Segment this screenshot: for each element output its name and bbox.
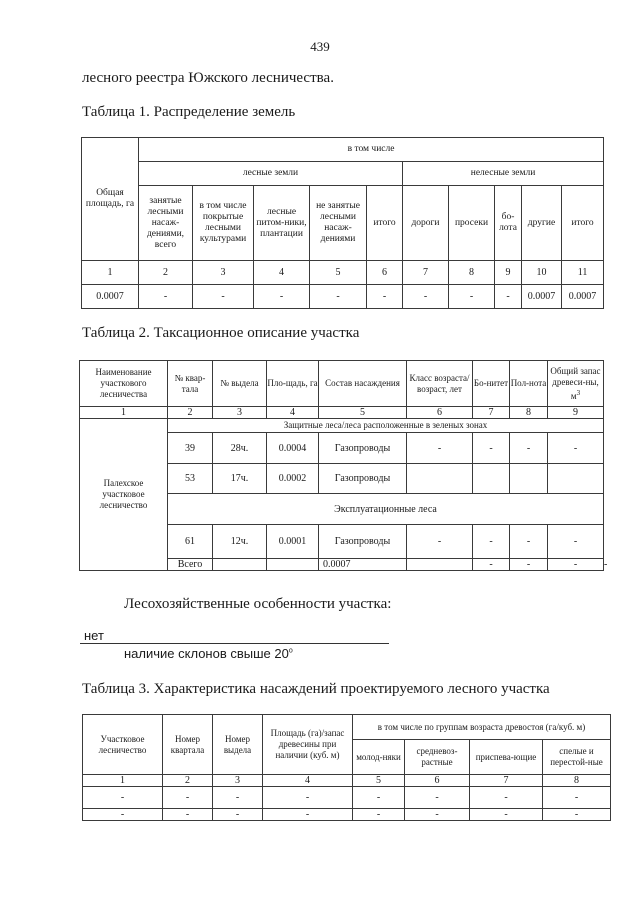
table-cell: -	[254, 285, 310, 309]
table-cell: 0.0007	[82, 285, 139, 309]
table-cell: -	[353, 809, 405, 821]
table-cell: -	[367, 285, 403, 309]
col-number: 9	[495, 261, 522, 285]
table-cell	[213, 559, 267, 571]
col-number: 8	[449, 261, 495, 285]
table-cell: -	[310, 285, 367, 309]
col-number: 1	[82, 261, 139, 285]
header-nonforest-lands: нелесные земли	[403, 162, 604, 186]
col-number: 5	[319, 407, 407, 419]
col-number: 2	[168, 407, 213, 419]
table-cell: -	[473, 559, 510, 571]
header-age-groups: в том числе по группам возраста древостоя (га/куб. м)	[353, 715, 611, 740]
col-number: 6	[367, 261, 403, 285]
table-cell: -	[213, 787, 263, 809]
table-cell: -	[510, 525, 548, 559]
table-cell: 61	[168, 525, 213, 559]
table-cell: -	[548, 433, 604, 464]
header-forestry: Наименование участкового лесничества	[80, 361, 168, 407]
table1	[81, 137, 604, 309]
header-area: Пло-щадь, га	[267, 361, 319, 407]
header-total-area: Общая площадь, га	[82, 138, 139, 261]
col-number: 10	[522, 261, 562, 285]
header-allotment: № выдела	[213, 361, 267, 407]
table-cell: -	[193, 285, 254, 309]
table-cell	[267, 559, 319, 571]
table3	[82, 714, 611, 821]
table-cell: -	[263, 809, 353, 821]
col-number: 5	[310, 261, 367, 285]
table-cell: -	[449, 285, 495, 309]
table-cell: -	[470, 787, 543, 809]
table-cell	[407, 559, 473, 571]
col-number: 7	[473, 407, 510, 419]
table-cell: -	[263, 787, 353, 809]
table-cell: 0.0002	[267, 464, 319, 494]
header-young: молод-няки	[353, 740, 405, 775]
header-col: лесные питом-ники, плантации	[254, 186, 310, 261]
header-allotment: Номер выдела	[213, 715, 263, 775]
header-quarter: Номер квартала	[163, 715, 213, 775]
section-protective: Защитные леса/леса расположенные в зеленых зонах	[168, 419, 604, 433]
col-number: 4	[263, 775, 353, 787]
table-cell: 12ч.	[213, 525, 267, 559]
col-number: 6	[405, 775, 470, 787]
col-number: 9	[548, 407, 604, 419]
page-number: 439	[310, 39, 330, 54]
table-cell: -	[470, 809, 543, 821]
table-cell: -	[163, 809, 213, 821]
section-exploitation: Эксплуатационные леса	[168, 494, 604, 525]
features-title: Лесохозяйственные особенности участка:	[124, 596, 392, 612]
total-label: Всего	[168, 559, 213, 571]
table-cell: -	[473, 433, 510, 464]
table-cell: -	[473, 525, 510, 559]
table-cell: 17ч.	[213, 464, 267, 494]
table-row	[83, 809, 611, 821]
header-age-class: Класс возраста/ возраст, лет	[407, 361, 473, 407]
table-row	[82, 285, 604, 309]
col-number: 7	[403, 261, 449, 285]
header-col: бо-лота	[495, 186, 522, 261]
col-number: 2	[163, 775, 213, 787]
header-mature: спелые и перестой-ные	[543, 740, 611, 775]
col-number: 8	[510, 407, 548, 419]
header-stock: Общий запас древеси-ны, $м^3$	[548, 361, 604, 407]
header-col: дороги	[403, 186, 449, 261]
col-number: 11	[562, 261, 604, 285]
table-cell: -	[403, 285, 449, 309]
table-cell: -	[495, 285, 522, 309]
table3-caption: Таблица 3. Характеристика насаждений проектируемого лесного участка	[82, 681, 550, 697]
table-cell: -	[139, 285, 193, 309]
header-col: в том числе покрытые лесными культурами	[193, 186, 254, 261]
table-cell: 0.0007	[319, 559, 407, 571]
header-forest-lands: лесные земли	[139, 162, 403, 186]
header-bonitet: Бо-нитет	[473, 361, 510, 407]
table1-caption: Таблица 1. Распределение земель	[82, 104, 296, 120]
table-cell	[510, 464, 548, 494]
col-number: 7	[470, 775, 543, 787]
header-col: просеки	[449, 186, 495, 261]
header-col: итого	[562, 186, 604, 261]
header-area-stock: Площадь (га)/запас древесины при наличии (куб. м)	[263, 715, 353, 775]
table-cell: -	[548, 525, 604, 559]
header-maturing: приспева-ющие	[470, 740, 543, 775]
table-cell	[407, 464, 473, 494]
table-cell	[548, 464, 604, 494]
table2-caption: Таблица 2. Таксационное описание участка	[82, 325, 360, 341]
table-cell: 39	[168, 433, 213, 464]
table-cell: 0.0007	[562, 285, 604, 309]
col-number: 3	[213, 775, 263, 787]
table2	[79, 360, 608, 571]
col-number: 8	[543, 775, 611, 787]
table-cell: 0.0001	[267, 525, 319, 559]
underline	[80, 643, 389, 644]
table-cell: -	[407, 525, 473, 559]
table-cell: -	[405, 787, 470, 809]
table-cell: Газопроводы	[319, 464, 407, 494]
table-cell: -	[83, 809, 163, 821]
table-cell: -	[213, 809, 263, 821]
header-col: другие	[522, 186, 562, 261]
header-col: итого	[367, 186, 403, 261]
table-cell: -	[510, 559, 548, 571]
table-cell: -	[405, 809, 470, 821]
header-composition: Состав насаждения	[319, 361, 407, 407]
header-including: в том числе	[139, 138, 604, 162]
col-number: 2	[139, 261, 193, 285]
table-cell: -	[163, 787, 213, 809]
table-cell: -	[510, 433, 548, 464]
table-cell: -	[543, 787, 611, 809]
table-cell	[473, 464, 510, 494]
table-cell: -	[548, 559, 604, 571]
table-row	[83, 787, 611, 809]
header-col: занятые лесными насаж-дениями, всего	[139, 186, 193, 261]
table-cell: -	[83, 787, 163, 809]
table-cell: Газопроводы	[319, 525, 407, 559]
table-cell: Газопроводы	[319, 433, 407, 464]
table-cell: 0.0004	[267, 433, 319, 464]
intro-line: лесного реестра Южского лесничества.	[82, 70, 334, 86]
header-quarter: № квар-тала	[168, 361, 213, 407]
col-number: 3	[193, 261, 254, 285]
col-number: 4	[254, 261, 310, 285]
col-number: 1	[80, 407, 168, 419]
col-number: 6	[407, 407, 473, 419]
table-cell: 53	[168, 464, 213, 494]
col-number: 3	[213, 407, 267, 419]
header-middle-aged: средневоз-растные	[405, 740, 470, 775]
total-row: Всего 0.0007 - - - -	[80, 559, 604, 571]
col-number: 5	[353, 775, 405, 787]
table-cell: -	[353, 787, 405, 809]
header-density: Пол-нота	[510, 361, 548, 407]
slopes-label: наличие склонов свыше $20^о$	[124, 646, 293, 661]
col-number: 1	[83, 775, 163, 787]
header-col: не занятые лесными насаж-дениями	[310, 186, 367, 261]
table-cell: -	[543, 809, 611, 821]
header-forestry: Участковое лесничество	[83, 715, 163, 775]
table-cell: -	[407, 433, 473, 464]
col-number: 4	[267, 407, 319, 419]
table-cell: 0.0007	[522, 285, 562, 309]
slopes-value: нет	[84, 628, 104, 643]
forestry-name: Палехское участковое лесничество	[80, 419, 168, 571]
table-cell: 28ч.	[213, 433, 267, 464]
